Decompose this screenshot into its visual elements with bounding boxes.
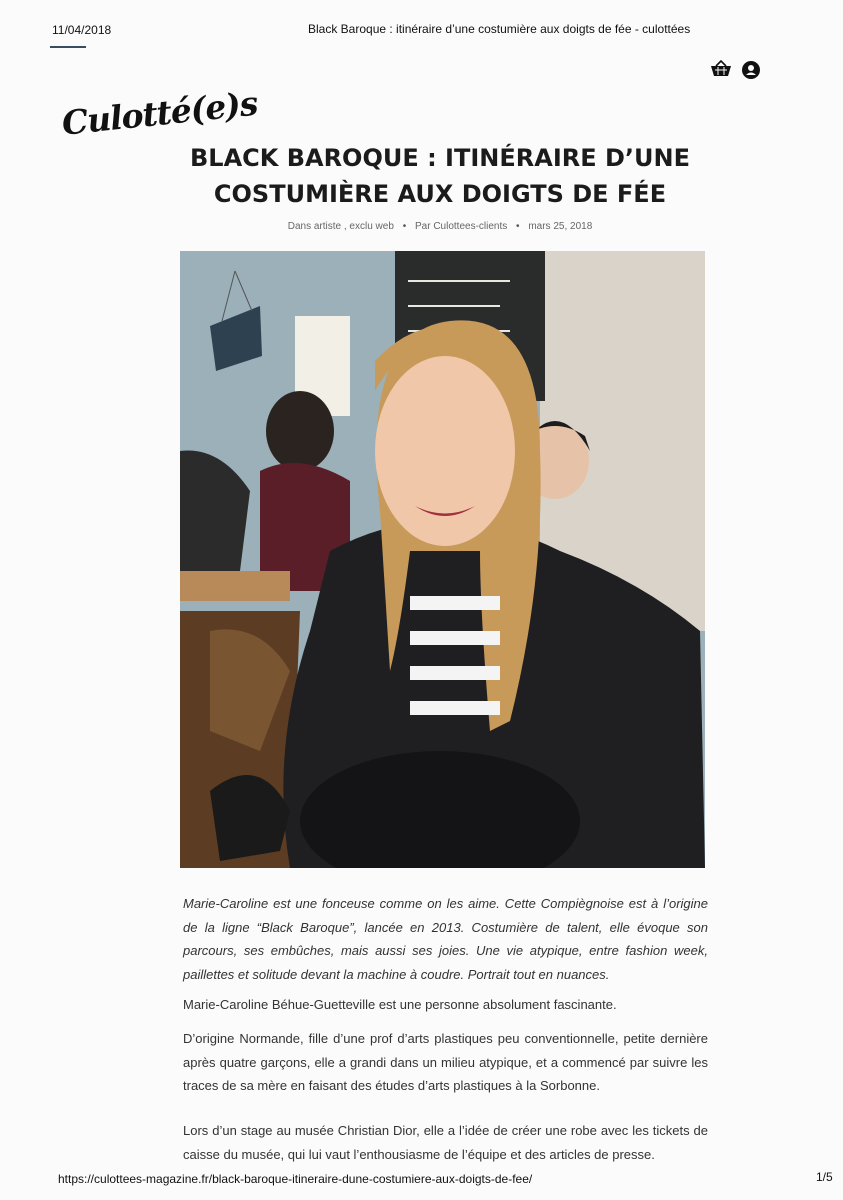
meta-separator: • (402, 221, 407, 232)
meta-prefix: Dans (287, 221, 312, 232)
page-number: 1/5 (816, 1170, 833, 1184)
print-url: https://culottees-magazine.fr/black-baroque-itineraire-dune-costumiere-aux-doigts-de-fee/ (58, 1172, 533, 1186)
cart-icon[interactable] (710, 60, 732, 80)
article-meta (180, 221, 700, 232)
site-logo[interactable]: Culotté(e)s (59, 83, 260, 143)
meta-date: mars 25, 2018 (528, 221, 593, 232)
article-intro: Marie-Caroline est une fonceuse comme on les aime. Cette Compiègnoise est à l’origine de la ligne “Black Baroque”, lancée en 2013. Costumière de talent, elle évoque son parcours, ses embûches, mais aussi ses joies. Une vie atypique, entre fashion week, paillettes et solitude devant la machine à coudre. Portrait tout en nuances. (183, 896, 708, 982)
meta-categories[interactable]: artiste , exclu web (313, 221, 394, 232)
article-photo (180, 251, 705, 868)
article-paragraph: Marie-Caroline Béhue-Guetteville est une personne absolument fascinante. (183, 997, 617, 1012)
print-page-title: Black Baroque : itinéraire d’une costumière aux doigts de fée - culottées (308, 22, 691, 36)
divider (50, 46, 86, 48)
article-headline: BLACK BAROQUE : ITINÉRAIRE D’UNE COSTUMIÈRE AUX DOIGTS DE FÉE (189, 144, 690, 208)
article-paragraph: Lors d’un stage au musée Christian Dior, elle a l’idée de créer une robe avec les tickets de caisse du musée, qui lui vaut l’enthousiasme de l’équipe et des articles de presse. (183, 1123, 708, 1162)
user-icon[interactable] (742, 61, 760, 79)
meta-separator: • (516, 221, 520, 232)
article-paragraph: D’origine Normande, fille d’une prof d’arts plastiques peu conventionnelle, petite dernière après quatre garçons, elle a grandi dans un milieu atypique, et a commencé par suivre les traces de sa mère en faisant des études d’arts plastiques à la Sorbonne. (183, 1031, 708, 1093)
print-date: 11/04/2018 (52, 23, 112, 37)
meta-author[interactable]: Par Culottees-clients (414, 221, 508, 232)
